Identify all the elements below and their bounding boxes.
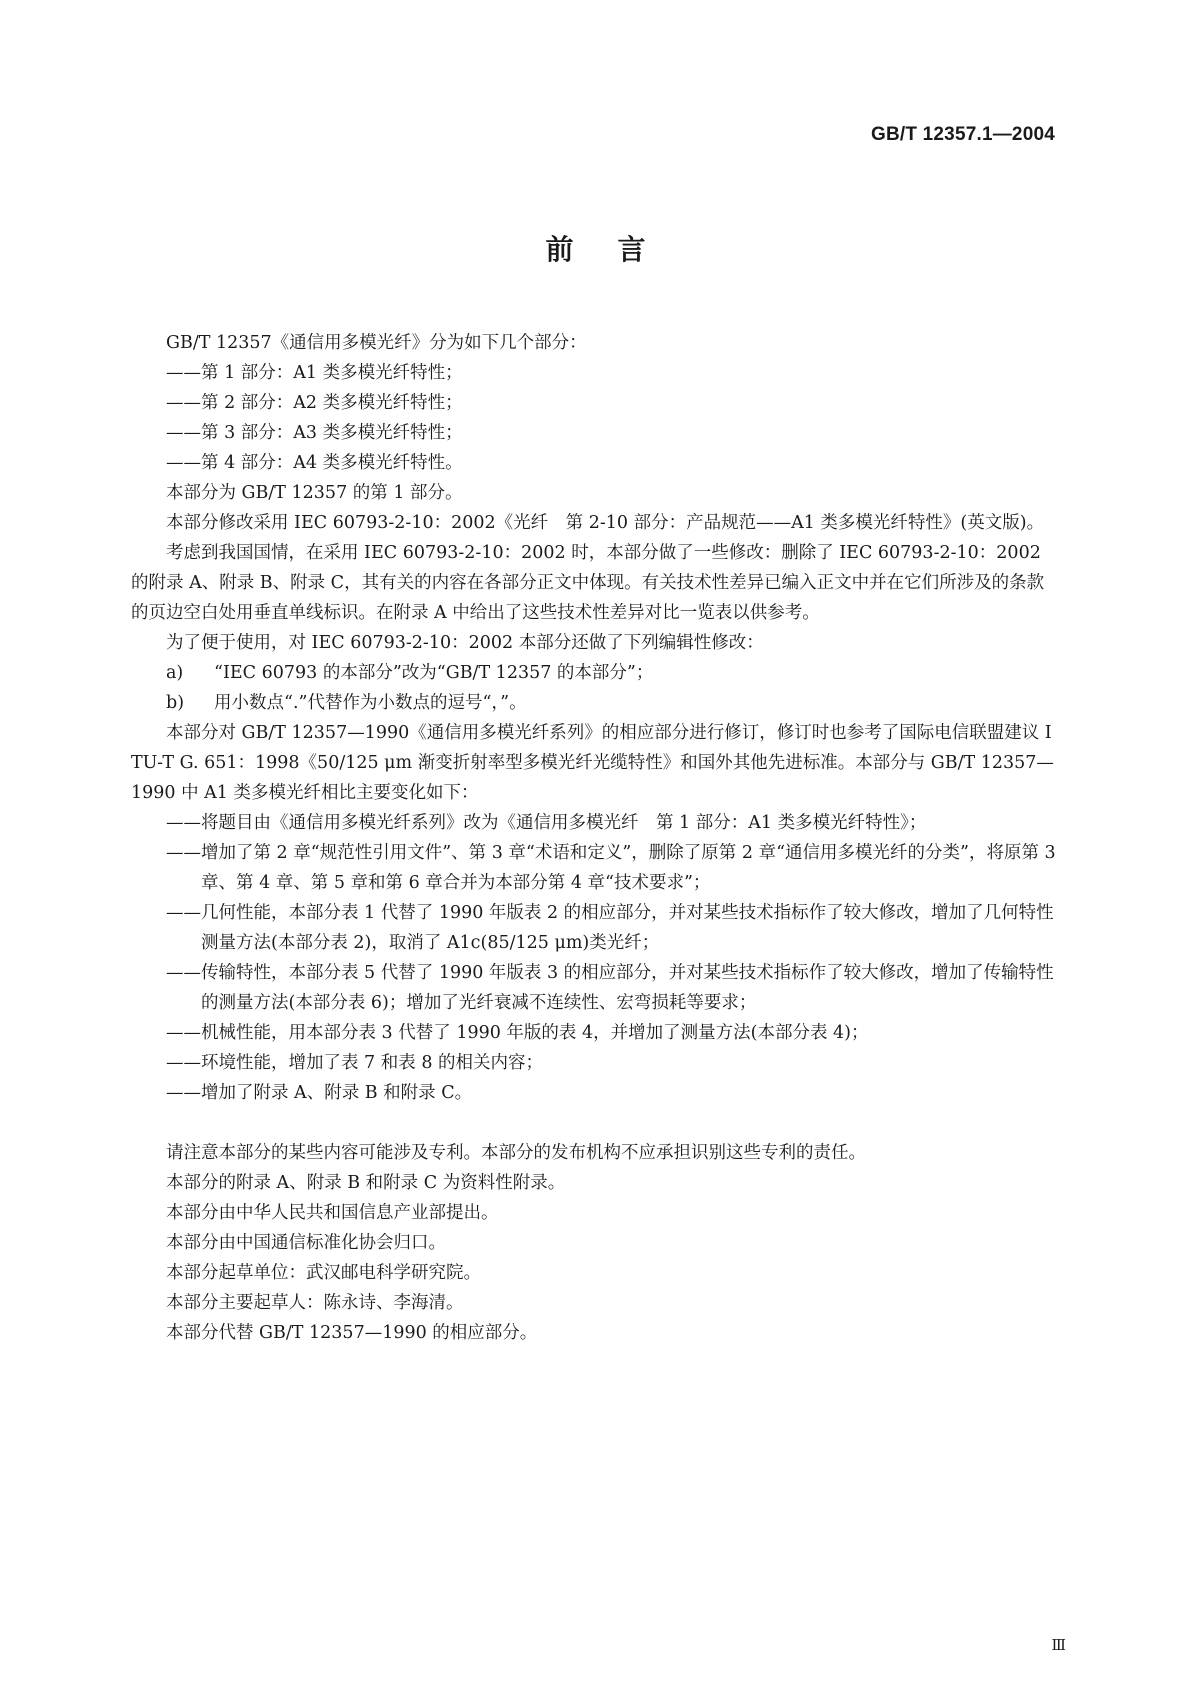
this-part-paragraph: 本部分为 GB/T 12357 的第 1 部分。 — [166, 483, 463, 503]
editorial-list-item — [131, 688, 1061, 718]
centralized-statement: 本部分由中国通信标准化协会归口。 — [166, 1233, 446, 1253]
list-item-text: “IEC 60793 的本部分”改为“GB/T 12357 的本部分”； — [214, 663, 654, 683]
change-list-item: ——机械性能，用本部分表 3 代替了 1990 年版的表 4，并增加了测量方法(本部分表 4)； — [166, 1023, 869, 1043]
intro-paragraph: GB/T 12357《通信用多模光纤》分为如下几个部分： — [166, 333, 587, 353]
page-title: 前言 — [545, 233, 690, 266]
part-list-item: ——第 3 部分：A3 类多模光纤特性； — [166, 423, 463, 443]
standard-number: GB/T 12357.1—2004 — [870, 124, 1055, 145]
editorial-list-item — [131, 658, 1061, 688]
editorial-intro-paragraph: 为了便于使用，对 IEC 60793-2-10：2002 本部分还做了下列编辑性修改： — [166, 633, 764, 653]
list-marker: a) — [166, 663, 184, 683]
drafting-unit-statement: 本部分起草单位：武汉邮电科学研究院。 — [166, 1263, 481, 1283]
list-item-text: 用小数点“.”代替作为小数点的逗号“，”。 — [214, 693, 527, 713]
adoption-paragraph: 本部分修改采用 IEC 60793-2-10：2002《光纤 第 2-10 部分：产品规范——A1 类多模光纤特性》(英文版)。 — [166, 513, 1045, 533]
proposer-statement: 本部分由中华人民共和国信息产业部提出。 — [166, 1203, 499, 1223]
drafters-statement: 本部分主要起草人：陈永诗、李海清。 — [166, 1293, 464, 1313]
change-list-item: ——环境性能，增加了表 7 和表 8 的相关内容； — [166, 1053, 544, 1073]
section-gap — [131, 1108, 1061, 1138]
revision-paragraph: 本部分对 GB/T 12357—1990《通信用多模光纤系列》的相应部分进行修订，修订时也参考了国际电信联盟建议 ITU-T G. 651：1998《50/125 μm 渐变折射率型多模光纤光缆特性》和国外其他先进标准。本部分与 GB/T 12357—1990 中 A1 类多模光纤相比主要变化如下： — [131, 723, 1054, 803]
change-list-item: ——传输特性，本部分表 5 代替了 1990 年版表 3 的相应部分，并对某些技术指标作了较大修改，增加了传输特性的测量方法(本部分表 6)；增加了光纤衰减不连续性、宏弯损耗等要求； — [166, 963, 1054, 1013]
change-list-item: ——将题目由《通信用多模光纤系列》改为《通信用多模光纤 第 1 部分：A1 类多模光纤特性》； — [166, 813, 927, 833]
annex-statement: 本部分的附录 A、附录 B 和附录 C 为资料性附录。 — [166, 1173, 566, 1193]
replacement-statement: 本部分代替 GB/T 12357—1990 的相应部分。 — [166, 1323, 538, 1343]
part-list-item: ——第 1 部分：A1 类多模光纤特性； — [166, 363, 463, 383]
considering-paragraph: 考虑到我国国情，在采用 IEC 60793-2-10：2002 时，本部分做了一些修改：删除了 IEC 60793-2-10：2002 的附录 A、附录 B、附录 C，其有关的内容在各部分正文中体现。有关技术性差异已编入正文中并在它们所涉及的条款的页边空白处用垂直单线标识。在附录 A 中给出了这些技术性差异对比一览表以供参考。 — [131, 543, 1045, 623]
change-list-item: ——增加了第 2 章“规范性引用文件”、第 3 章“术语和定义”，删除了原第 2 章“通信用多模光纤的分类”，将原第 3 章、第 4 章、第 5 章和第 6 章合并为本部分第 4 章“技术要求”； — [166, 843, 1056, 893]
page-number: Ⅲ — [1051, 1636, 1066, 1654]
list-marker: b) — [166, 693, 185, 713]
patent-notice: 请注意本部分的某些内容可能涉及专利。本部分的发布机构不应承担识别这些专利的责任。 — [166, 1143, 866, 1163]
part-list-item: ——第 4 部分：A4 类多模光纤特性。 — [166, 453, 463, 473]
part-list-item: ——第 2 部分：A2 类多模光纤特性； — [166, 393, 463, 413]
change-list-item: ——几何性能，本部分表 1 代替了 1990 年版表 2 的相应部分，并对某些技术指标作了较大修改，增加了几何特性测量方法(本部分表 2)，取消了 A1c(85/125 μm)类光纤； — [166, 903, 1054, 953]
change-list-item: ——增加了附录 A、附录 B 和附录 C。 — [166, 1083, 473, 1103]
foreword-body — [131, 328, 1061, 1348]
